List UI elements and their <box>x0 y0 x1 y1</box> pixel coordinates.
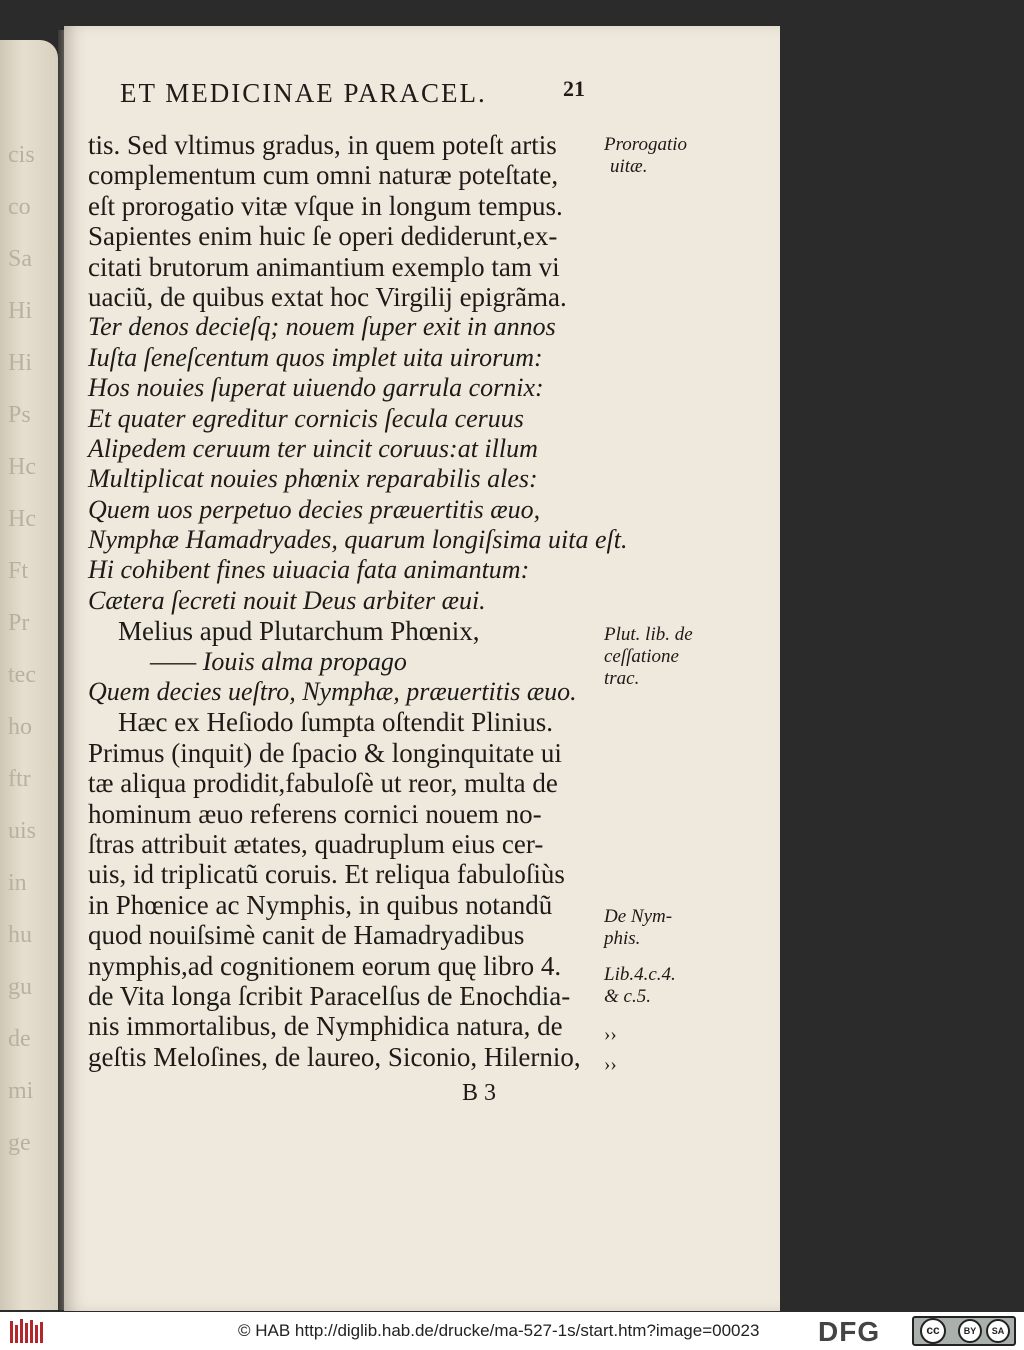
text-line: uis, id triplicatũ coruis. Et reliqua fabuloſiùs <box>88 859 565 890</box>
text-line: geſtis Meloſines, de laureo, Siconio, Hilernio, <box>88 1041 581 1072</box>
running-title: ET MEDICINAE PARACEL. <box>120 78 487 108</box>
text-line: Hos nouies ſuperat uiuendo garrula cornix: <box>88 373 544 403</box>
ghost-text: ge <box>8 1130 31 1156</box>
marginal-line: phis. <box>604 928 641 949</box>
marginal-note-nymphis <box>604 906 672 950</box>
ghost-text: hu <box>8 922 32 948</box>
text-line: complementum cum omni naturæ poteſtate, <box>88 160 559 191</box>
quotation-marks <box>604 1020 617 1080</box>
sa-icon: SA <box>986 1319 1010 1343</box>
ghost-text: cis <box>8 142 35 168</box>
ghost-text: tec <box>8 662 36 688</box>
library-logo-icon <box>8 1317 48 1345</box>
text-line: Multiplicat nouies phœnix reparabilis ales: <box>88 464 538 494</box>
text-line: nymphis,ad cognitionem eorum quę libro 4. <box>88 950 562 981</box>
text-line: —— Iouis alma propago <box>150 646 407 676</box>
marginal-line: trac. <box>604 668 640 689</box>
dfg-logo: DFG <box>818 1316 881 1347</box>
marginal-line: & c.5. <box>604 986 651 1007</box>
ghost-text: Hc <box>8 454 36 480</box>
text-line: Sapientes enim huic ſe operi dediderunt,ex- <box>88 221 558 252</box>
cc-icon: cc <box>920 1318 946 1344</box>
text-line: Ter denos decieſq; nouem ſuper exit in annos <box>88 312 556 342</box>
text-line: Et quater egreditur cornicis ſecula ceruus <box>88 403 524 433</box>
ghost-text: in <box>8 870 27 896</box>
quote-mark: ›› <box>604 1054 617 1075</box>
quote-mark: ›› <box>604 1024 617 1045</box>
text-line: tæ aliqua prodidit,fabuloſè ut reor, multa de <box>88 768 558 799</box>
marginal-line: ceſſatione <box>604 646 679 667</box>
text-line: eſt prorogatio vitæ vſque in longum tempus. <box>88 190 563 221</box>
text-line: nis immortalibus, de Nymphidica natura, de <box>88 1011 563 1042</box>
text-line: hominum æuo referens cornici nouem no- <box>88 798 542 829</box>
marginal-note-prorogatio <box>604 134 687 178</box>
ghost-text: Ft <box>8 558 29 584</box>
text-line: Cætera ſecreti nouit Deus arbiter æui. <box>88 585 486 615</box>
text-line: in Phœnice ac Nymphis, in quibus notandũ <box>88 889 553 920</box>
ghost-text: co <box>8 194 31 220</box>
ghost-text: Hc <box>8 506 36 532</box>
ghost-text: Hi <box>8 350 32 376</box>
ghost-text: gu <box>8 974 32 1000</box>
text-line: ſtras attribuit ætates, quadruplum eius cer- <box>88 828 544 859</box>
marginal-line: De Nym- <box>604 906 673 927</box>
page-number: 21 <box>563 76 585 101</box>
marginal-line: Prorogatio <box>604 134 688 155</box>
text-line: Alipedem ceruum ter uincit coruus:at illum <box>88 433 538 463</box>
by-icon: BY <box>958 1319 982 1343</box>
ghost-text: ho <box>8 714 32 740</box>
ghost-text: mi <box>8 1078 34 1104</box>
previous-page-edge <box>0 40 58 1310</box>
text-line: de Vita longa ſcribit Paracelſus de Enochdia- <box>88 980 571 1011</box>
text-line: uaciũ, de quibus extat hoc Virgilij epigrãma. <box>88 281 567 312</box>
text-line: citati brutorum animantium exemplo tam vi <box>88 251 560 282</box>
footer-bar <box>0 1312 1024 1350</box>
text-line: Iuſta ſeneſcentum quos implet uita uirorum: <box>88 342 543 372</box>
text-line: Quem uos perpetuo decies præuertitis æuo, <box>88 494 541 524</box>
ghost-text: Pr <box>8 610 30 636</box>
text-line: Hi cohibent fines uiuacia fata animantum: <box>88 555 530 585</box>
marginal-line: Lib.4.c.4. <box>604 964 676 985</box>
ghost-text: de <box>8 1026 31 1052</box>
ghost-text: ftr <box>8 766 31 792</box>
text-line: Nymphæ Hamadryades, quarum longiſsima uita eſt. <box>88 525 628 555</box>
marginal-note-lib <box>604 964 676 1008</box>
text-line: Hæc ex Heſiodo ſumpta oſtendit Plinius. <box>118 707 553 738</box>
marginal-line: uitæ. <box>610 156 648 177</box>
marginal-note-plutarch <box>604 624 693 690</box>
text-line: Quem decies ueſtro, Nymphæ, præuertitis æuo. <box>88 677 577 707</box>
ghost-text: Sa <box>8 246 32 272</box>
text-line: tis. Sed vltimus gradus, in quem poteſt artis <box>88 130 557 160</box>
text-line: quod nouiſsimè canit de Hamadryadibus <box>88 920 525 951</box>
copyright-link[interactable]: © HAB http://diglib.hab.de/drucke/ma-527-1s/start.htm?image=00023 <box>238 1321 760 1340</box>
marginal-line: Plut. lib. de <box>604 624 693 645</box>
ghost-text: Ps <box>8 402 31 428</box>
ghost-text: Hi <box>8 298 32 324</box>
cc-license-icon[interactable] <box>912 1316 1016 1346</box>
signature-mark: B 3 <box>462 1080 497 1106</box>
text-line: Primus (inquit) de ſpacio & longinquitate ui <box>88 737 562 768</box>
ghost-text: uis <box>8 818 37 844</box>
text-line: Melius apud Plutarchum Phœnix, <box>118 616 480 647</box>
